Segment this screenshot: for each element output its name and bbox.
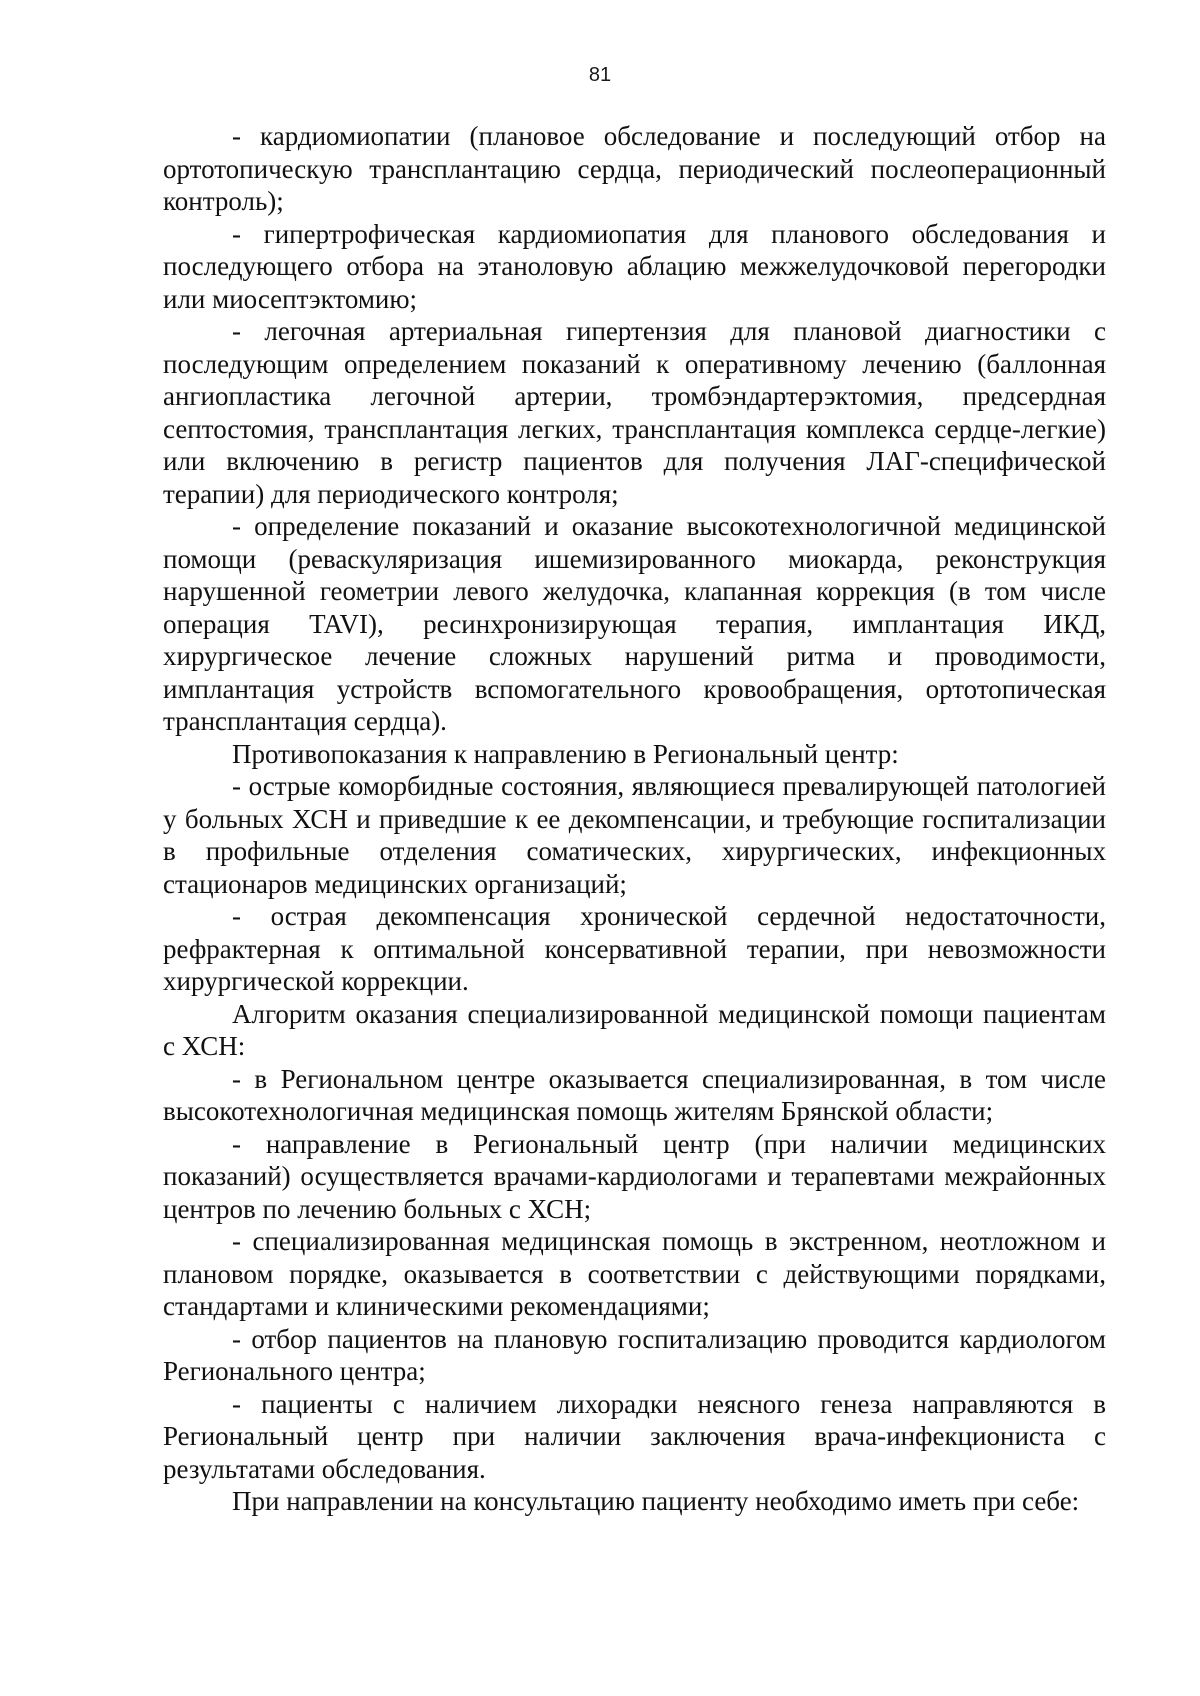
paragraph-pulmonary-hypertension: - легочная артериальная гипертензия для плановой диагностики с последующим определением показаний к оперативному лечению (баллонная ангиопластика легочной артерии, тромбэндартерэктомия, предсердная септостомия, трансплантация легких, трансплантация комплекса сердце-легкие) или включению в регистр пациентов для получения ЛАГ-специфической терапии) для периодического контроля;: [163, 316, 1106, 509]
paragraph-algorithm-heading: Алгоритм оказания специализированной медицинской помощи пациентам с ХСН:: [163, 998, 1106, 1061]
paragraph-acute-comorbid: - острые коморбидные состояния, являющиеся превалирующей патологией у больных ХСН и приведшие к ее декомпенсации, и требующие госпитализации в профильные отделения соматических, хирургических, инфекционных стационаров медицинских организаций;: [163, 771, 1106, 899]
paragraph-specialized-care: - специализированная медицинская помощь в экстренном, неотложном и плановом порядке, оказывается в соответствии с действующими порядками, стандартами и клиническими рекомендациями;: [163, 1226, 1106, 1321]
paragraph-patient-selection: - отбор пациентов на плановую госпитализацию проводится кардиологом Регионального центра;: [163, 1323, 1106, 1386]
paragraph-high-tech-care: - определение показаний и оказание высокотехнологичной медицинской помощи (реваскуляризация ишемизированного миокарда, реконструкция нарушенной геометрии левого желудочка, клапанная коррекция (в том числе операция TAVI), ресинхронизирующая терапия, имплантация ИКД, хирургическое лечение сложных нарушений ритма и проводимости, имплантация устройств вспомогательного кровообращения, ортотопическая трансплантация сердца).: [163, 511, 1106, 736]
paragraph-referral: - направление в Региональный центр (при наличии медицинских показаний) осуществляется врачами-кардиологами и терапевтами межрайонных центров по лечению больных с ХСН;: [163, 1128, 1106, 1224]
paragraph-cardiomyopathy: - кардиомиопатии (плановое обследование и последующий отбор на ортотопическую трансплантацию сердца, периодический послеоперационный контроль);: [163, 121, 1106, 216]
paragraph-regional-center-care: - в Региональном центре оказывается специализированная, в том числе высокотехнологичная медицинская помощь жителям Брянской области;: [163, 1063, 1106, 1126]
paragraph-hypertrophic-cardiomyopathy: - гипертрофическая кардиомиопатия для планового обследования и последующего отбора на этаноловую аблацию межжелудочковой перегородки или миосептэктомию;: [163, 218, 1106, 314]
paragraph-acute-decompensation: - острая декомпенсация хронической сердечной недостаточности, рефрактерная к оптимальной консервативной терапии, при невозможности хирургической коррекции.: [163, 901, 1106, 996]
paragraph-consultation-requirements: При направлении на консультацию пациенту необходимо иметь при себе:: [232, 1486, 1080, 1516]
paragraph-fever-patients: - пациенты с наличием лихорадки неясного генеза направляются в Региональный центр при наличии заключения врача-инфекциониста с результатами обследования.: [163, 1388, 1106, 1484]
document-body: [163, 120, 1106, 1518]
page-number: 81: [588, 64, 612, 86]
paragraph-contraindications-heading: Противопоказания к направлению в Региональный центр:: [232, 738, 899, 769]
